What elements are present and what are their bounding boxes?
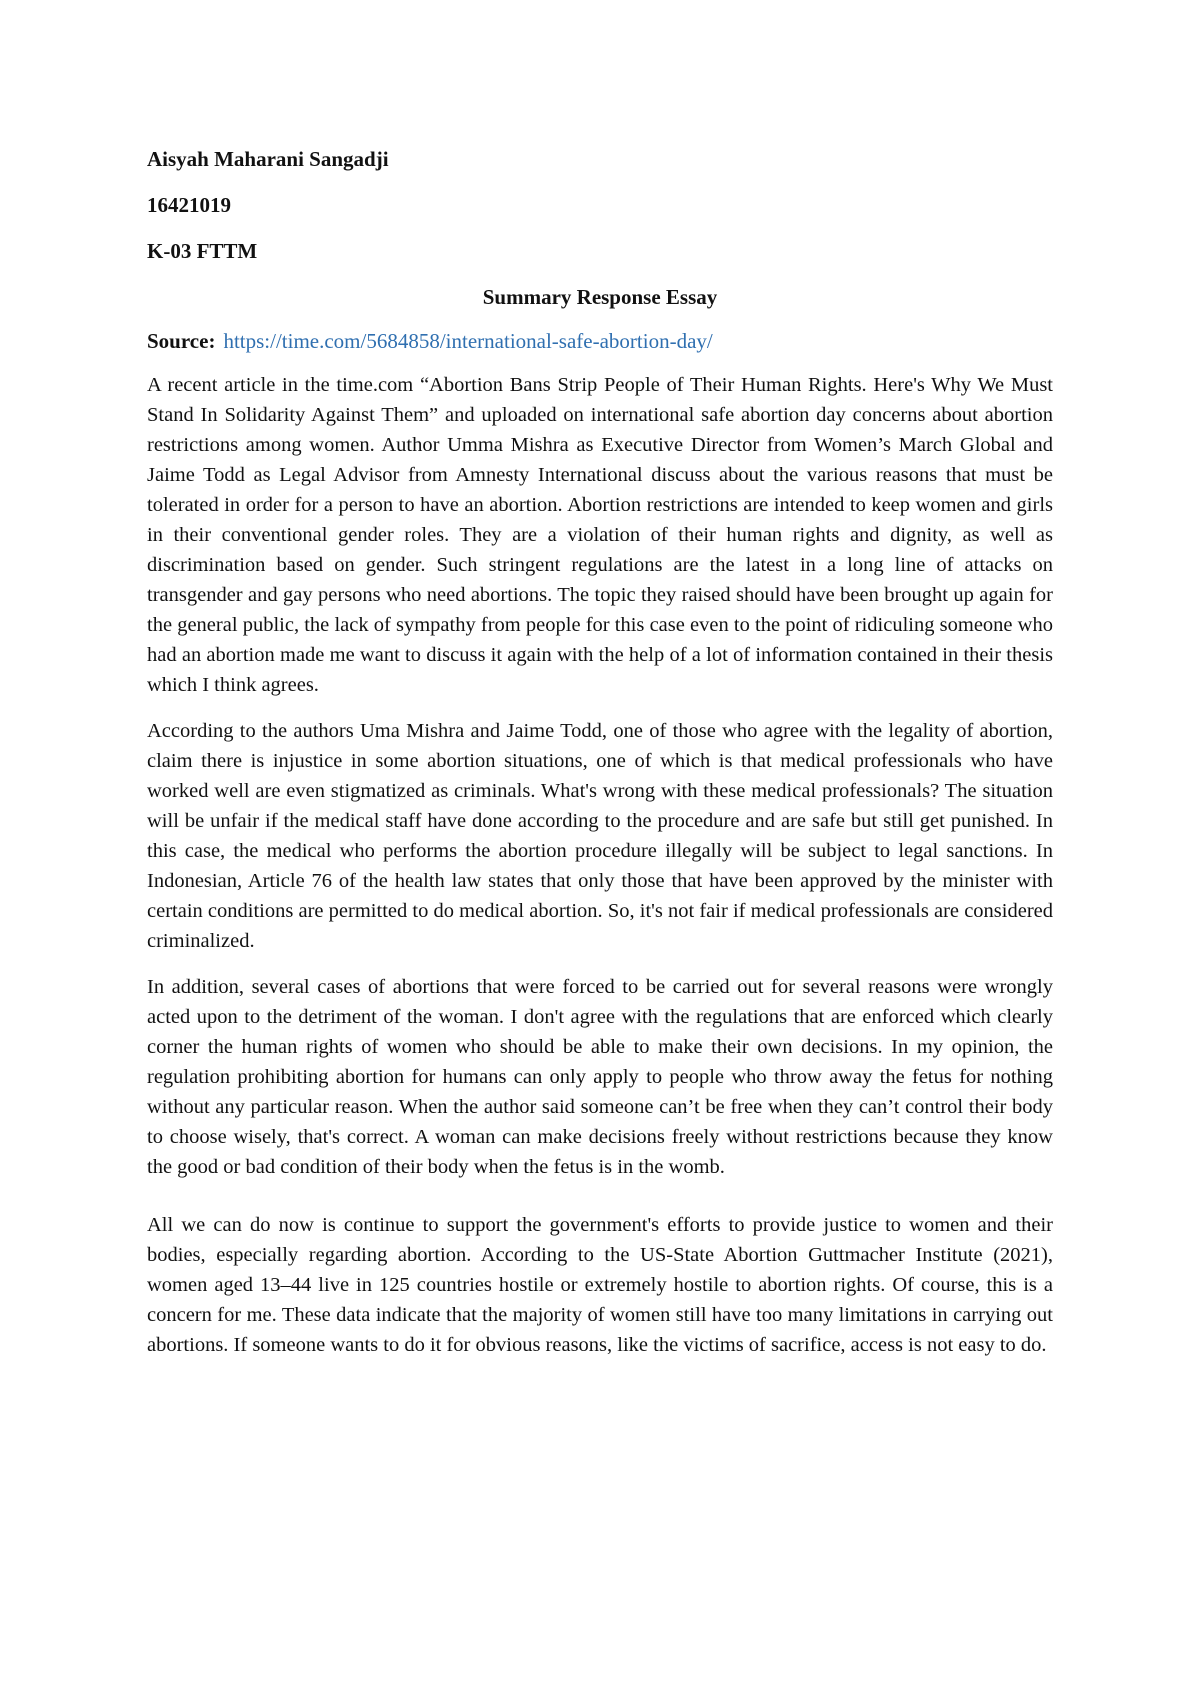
paragraph-3: In addition, several cases of abortions that were forced to be carried out for several reasons were wrongly acted upon to the detriment of the woman. I don't agree with the regulations that are enforced which clearly corner the human rights of women who should be able to make their own decisions. In my opinion, the regulation prohibiting abortion for humans can only apply to people who throw away the fetus for nothing without any particular reason. When the author said someone can’t be free when they can’t control their body to choose wisely, that's correct. A woman can make decisions freely without restrictions because they know the good or bad condition of their body when the fetus is in the womb.	[147, 976, 1053, 1178]
paragraph-1: A recent article in the time.com “Abortion Bans Strip People of Their Human Rights. Here's Why We Must Stand In Solidarity Against Them” and uploaded on international safe abortion day concerns about abortion restrictions among women. Author Umma Mishra as Executive Director from Women’s March Global and Jaime Todd as Legal Advisor from Amnesty International discuss about the various reasons that must be tolerated in order for a person to have an abortion. Abortion restrictions are intended to keep women and girls in their conventional gender roles. They are a violation of their human rights and dignity, as well as discrimination based on gender. Such stringent regulations are the latest in a long line of attacks on transgender and gay persons who need abortions. The topic they raised should have been brought up again for the general public, the lack of sympathy from people for this case even to the point of ridiculing someone who had an abortion made me want to discuss it again with the help of a lot of information contained in their thesis which I think agrees.	[147, 374, 1053, 696]
author-name: Aisyah Maharani Sangadji	[147, 147, 389, 171]
paragraph-4: All we can do now is continue to support the government's efforts to provide justice to women and their bodies, especially regarding abortion. According to the US-State Abortion Guttmacher Institute (2021), women aged 13–44 live in 125 countries hostile or extremely hostile to abortion rights. Of course, this is a concern for me. These data indicate that the majority of women still have too many limitations in carrying out abortions. If someone wants to do it for obvious reasons, like the victims of sacrifice, access is not easy to do.	[147, 1214, 1053, 1356]
essay-title: Summary Response Essay	[482, 285, 718, 309]
source-link[interactable]: https://time.com/5684858/international-safe-abortion-day/	[223, 329, 713, 353]
source-line	[147, 326, 1053, 356]
document-body	[147, 144, 1053, 1376]
student-id: 16421019	[147, 193, 231, 217]
source-label: Source:	[147, 329, 216, 353]
class-code: K-03 FTTM	[147, 239, 258, 263]
paragraph-2: According to the authors Uma Mishra and Jaime Todd, one of those who agree with the legality of abortion, claim there is injustice in some abortion situations, one of which is that medical professionals who have worked well are even stigmatized as criminals. What's wrong with these medical professionals? The situation will be unfair if the medical staff have done according to the procedure and are safe but still get punished. In this case, the medical who performs the abortion procedure illegally will be subject to legal sanctions. In Indonesian, Article 76 of the health law states that only those that have been approved by the minister with certain conditions are permitted to do medical abortion. So, it's not fair if medical professionals are considered criminalized.	[147, 720, 1053, 952]
